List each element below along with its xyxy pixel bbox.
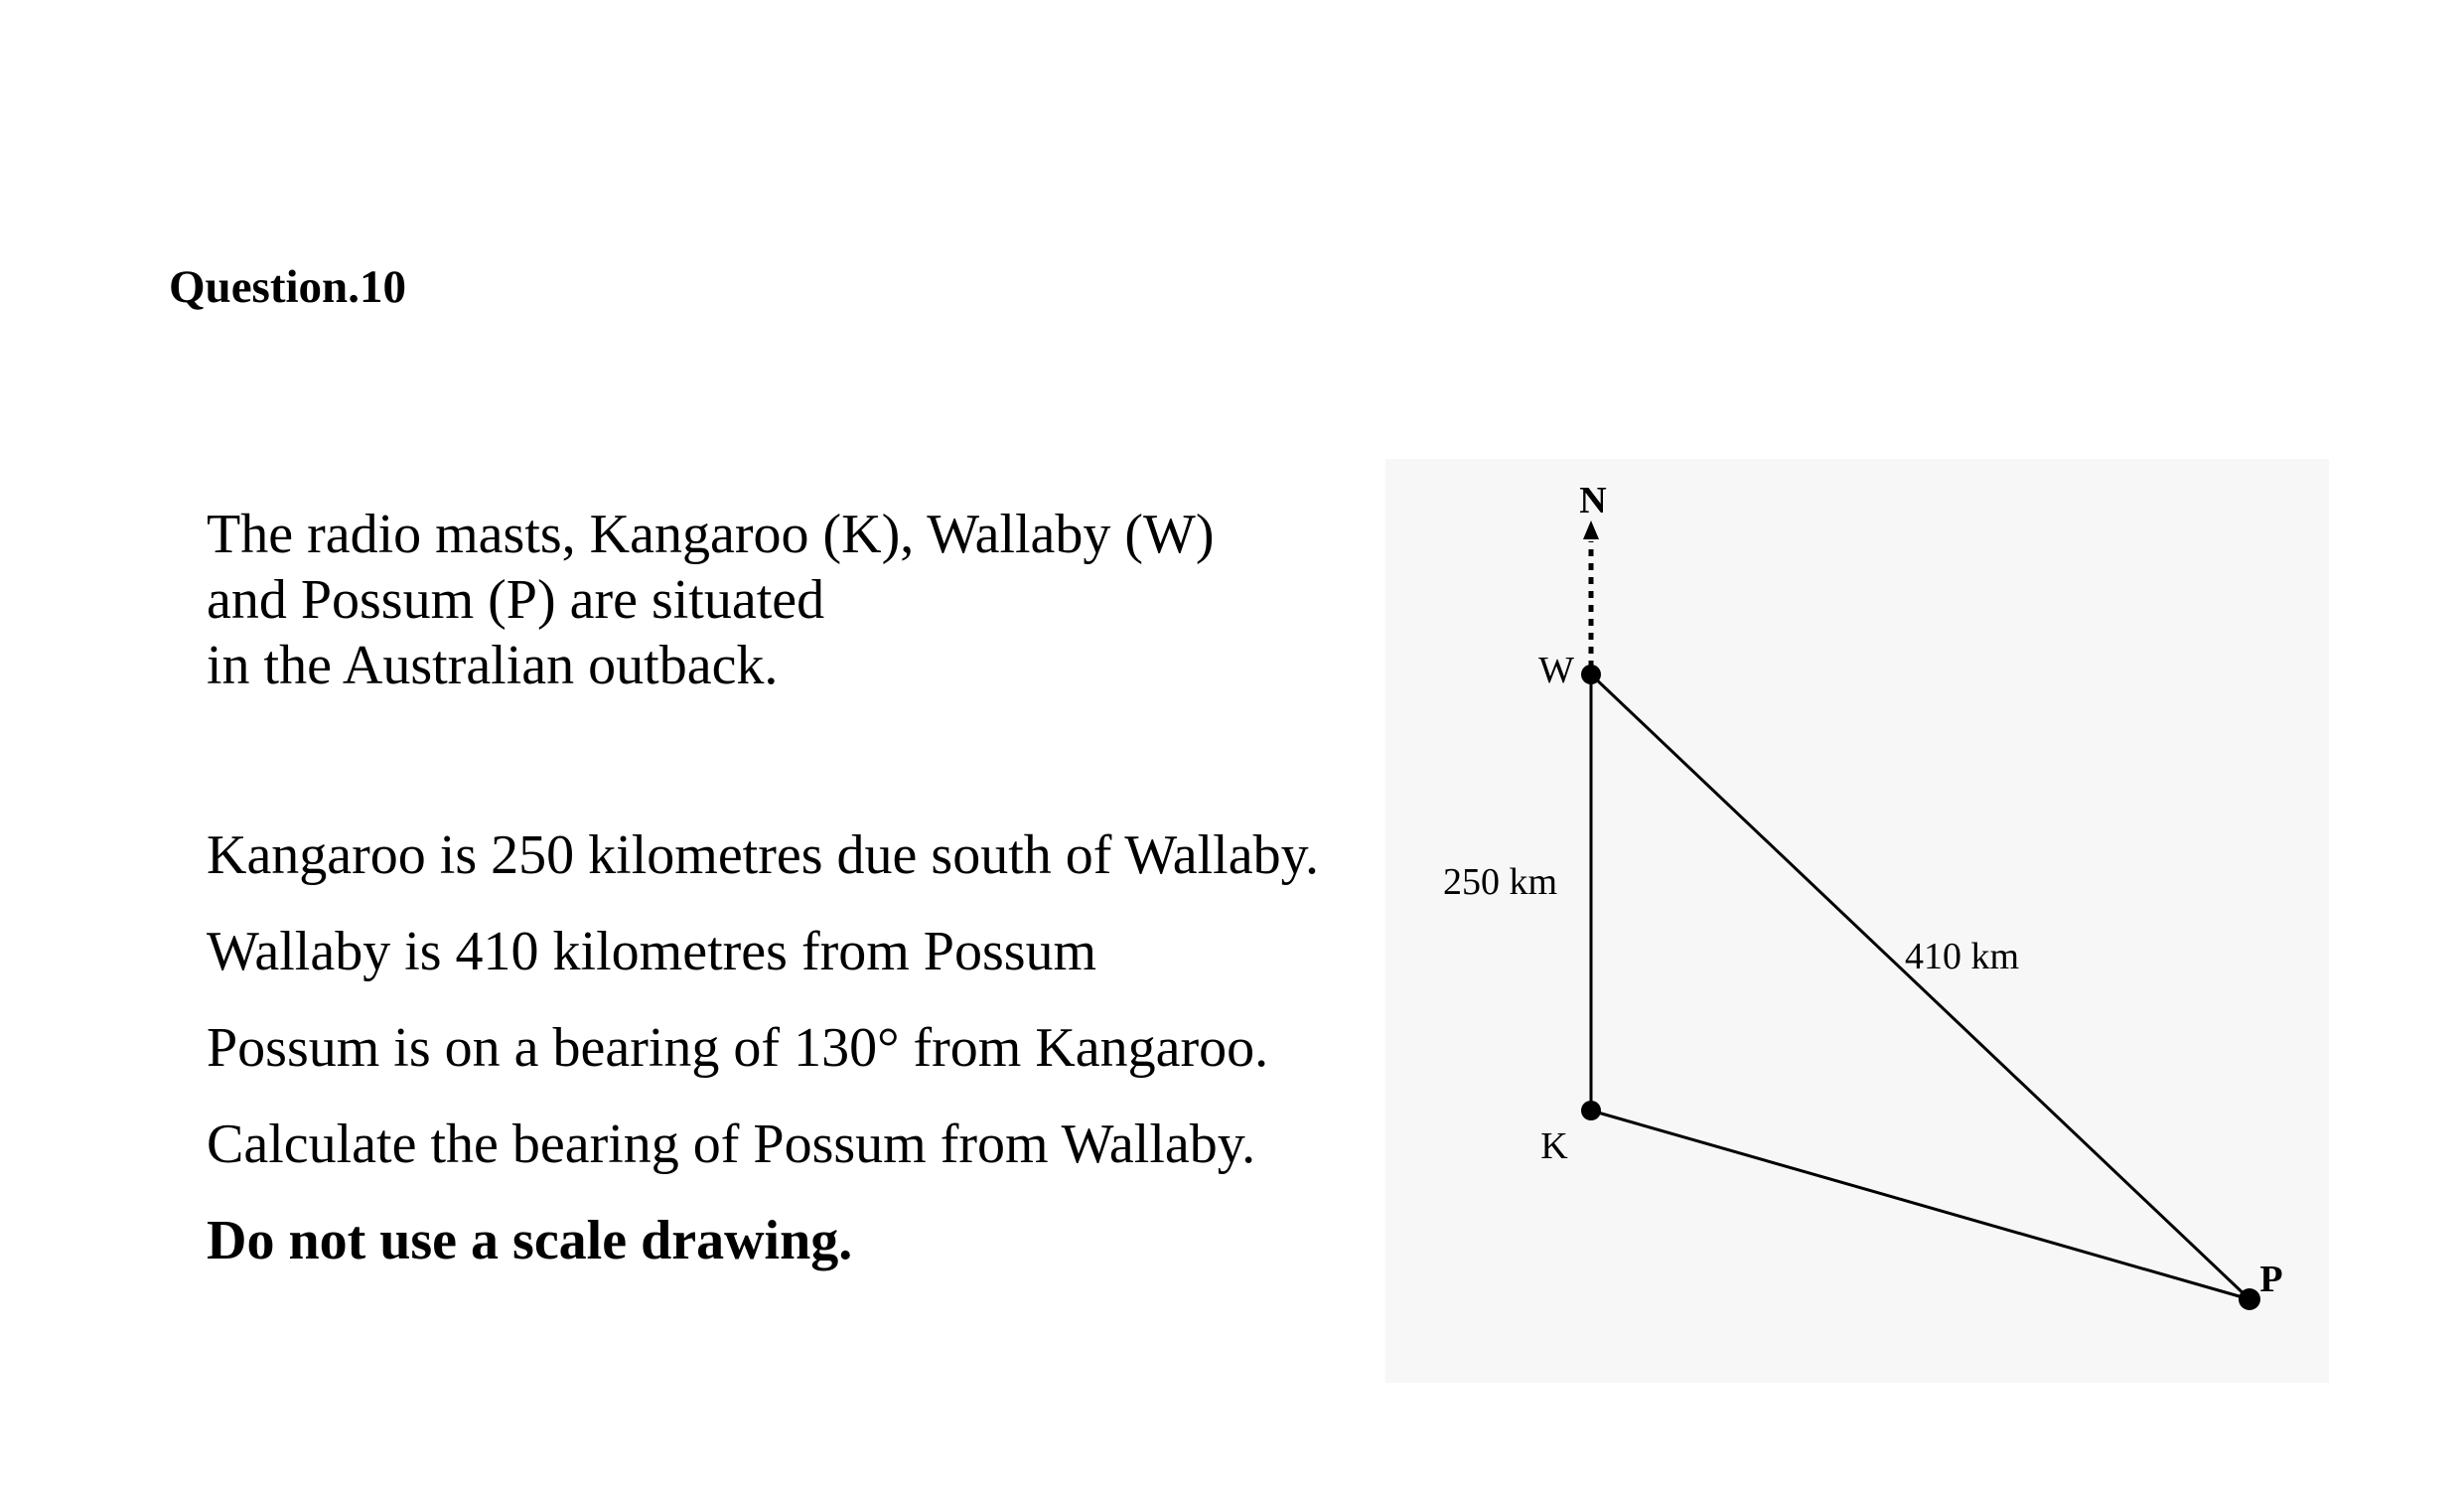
point-w-label: W xyxy=(1538,650,1574,691)
point-p xyxy=(2239,1288,2260,1310)
instruction-line: Do not use a scale drawing. xyxy=(207,1210,853,1271)
point-k xyxy=(1581,1101,1601,1120)
intro-line: and Possum (P) are situated xyxy=(207,569,825,631)
point-k-label: K xyxy=(1540,1125,1568,1167)
intro-line: in the Australian outback. xyxy=(207,635,779,696)
point-p-label: P xyxy=(2259,1259,2283,1300)
wp-distance-label: 410 km xyxy=(1905,936,2020,977)
north-label: N xyxy=(1579,480,1607,521)
fact-line: Calculate the bearing of Possum from Wallaby. xyxy=(207,1114,1256,1175)
question-title: Question.10 xyxy=(169,261,406,313)
wk-distance-label: 250 km xyxy=(1443,861,1558,903)
north-arrow-icon xyxy=(1583,520,1599,539)
fact-line: Possum is on a bearing of 130° from Kangaroo. xyxy=(207,1017,1269,1079)
point-w xyxy=(1581,665,1601,684)
fact-line: Kangaroo is 250 kilometres due south of Wallaby. xyxy=(207,824,1319,886)
fact-line: Wallaby is 410 kilometres from Possum xyxy=(207,921,1097,982)
intro-line: The radio masts, Kangaroo (K), Wallaby (W) xyxy=(207,504,1215,565)
